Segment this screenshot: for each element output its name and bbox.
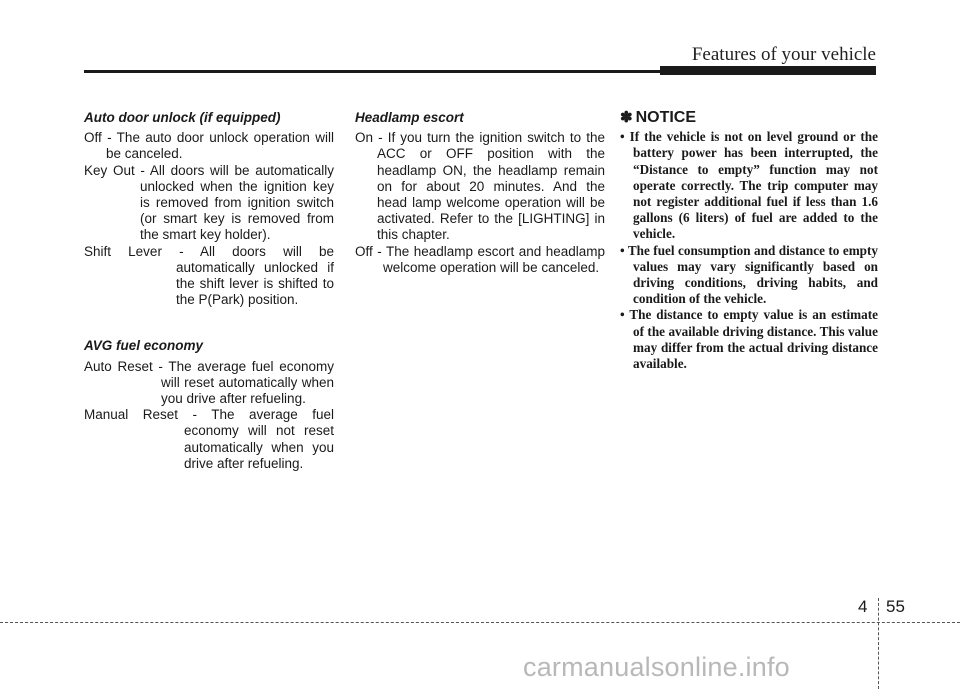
notice-title: NOTICE — [635, 109, 697, 126]
avg-fuel-heading: AVG fuel economy — [84, 338, 204, 354]
headlamp-escort-on: On - If you turn the ignition switch to the ACC or OFF position with the headlamp ON, the headlamp remain on for about 20 minutes. And the head lamp welcome operation will be activated. Refer to the [LIGHTING] in this chapter. — [355, 130, 605, 243]
avg-fuel-manual-reset: Manual Reset - The average fuel economy will not reset automatically when you drive after refueling. — [84, 407, 334, 471]
notice-star-icon: ✽ — [620, 109, 633, 126]
auto-door-key-out: Key Out - All doors will be automatically unlocked when the ignition key is removed from ignition switch (or smart key is removed from the smart key holder). — [84, 162, 334, 243]
chapter-number: 4 — [858, 597, 868, 616]
notice-box — [620, 110, 878, 372]
auto-door-shift-lever: Shift Lever - All doors will be automatically unlocked if the shift lever is shifted to the P(Park) position. — [84, 243, 334, 308]
notice-item: • The fuel consumption and distance to empty values may vary significantly based on driving conditions, driving habits, and condition of the vehicle. — [620, 242, 878, 307]
notice-item: • The distance to empty value is an estimate of the available driving distance. This value may differ from the actual driving distance available. — [620, 307, 878, 372]
notice-heading — [620, 110, 878, 126]
header-rule — [84, 70, 660, 73]
page-number-divider — [878, 598, 879, 689]
auto-door-heading: Auto door unlock (if equipped) — [84, 110, 281, 125]
auto-door-off: Off - The auto door unlock operation will be canceled. — [84, 130, 334, 162]
watermark: carmanualsonline.info — [523, 652, 790, 682]
section-title: Features of your vehicle — [691, 44, 876, 65]
headlamp-escort-off: Off - The headlamp escort and headlamp welcome operation will be canceled. — [355, 243, 605, 275]
header-bar — [660, 66, 876, 75]
headlamp-escort-heading: Headlamp escort — [355, 110, 464, 125]
column-left — [84, 110, 334, 472]
footer-rule — [0, 622, 960, 623]
column-middle — [355, 110, 605, 276]
notice-item: • If the vehicle is not on level ground or the battery power has been interrupted, the “Distance to empty” function may not operate correctly. The trip computer may not register additional fuel if less than 1.6 gallons (6 liters) of fuel are added to the vehicle. — [620, 129, 878, 242]
page-number: 55 — [886, 597, 905, 616]
avg-fuel-auto-reset: Auto Reset - The average fuel economy will reset automatically when you drive after refueling. — [84, 358, 334, 407]
notice-list — [620, 129, 878, 372]
